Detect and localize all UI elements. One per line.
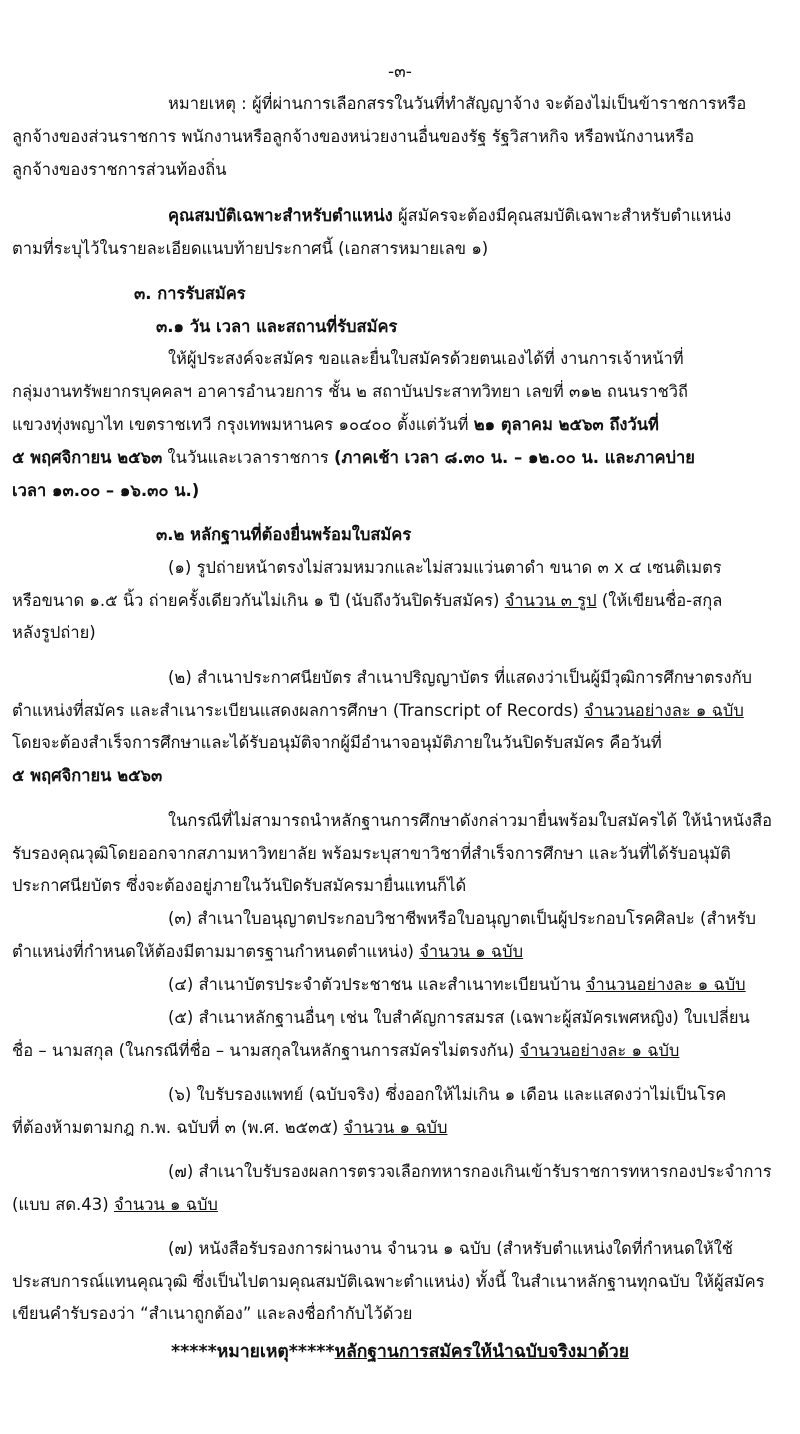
- text-segment: ชื่อ – นามสกุล (ในกรณีที่ชื่อ – นามสกุลในหลักฐานการสมัครไม่ตรงกัน): [12, 1041, 520, 1060]
- text-line: [12, 936, 788, 968]
- footer-note-prefix: *****หมายเหตุ*****: [170, 1342, 335, 1362]
- text-line: [12, 409, 788, 441]
- text-line: [12, 88, 788, 120]
- text-segment: (ให้เขียนชื่อ-สกุล: [596, 591, 723, 610]
- text-line: [12, 727, 788, 759]
- text-line: [12, 154, 788, 186]
- text-line: [12, 695, 788, 727]
- text-line: [12, 870, 788, 902]
- text-line: [12, 805, 788, 837]
- text-segment: (๕) สำเนาหลักฐานอื่นๆ เช่น ใบสำคัญการสมรส (เฉพาะผู้สมัครเพศหญิง) ใบเปลี่ยน: [168, 1008, 750, 1027]
- text-segment: ลูกจ้างของราชการส่วนท้องถิ่น: [12, 160, 227, 179]
- text-line: [12, 1266, 788, 1298]
- text-line: [12, 442, 788, 474]
- page-number: -๓-: [388, 62, 412, 82]
- text-line: [12, 1002, 788, 1034]
- text-segment: ให้ผู้ประสงค์จะสมัคร ขอและยื่นใบสมัครด้วยตนเองได้ที่ งานการเจ้าหน้าที่: [168, 349, 684, 368]
- footer-note-text: หลักฐานการสมัครให้นำฉบับจริงมาด้วย: [334, 1342, 630, 1362]
- text-segment: กลุ่มงานทรัพยากรบุคคลฯ อาคารอำนวยการ ชั้น ๒ สถาบันประสาทวิทยา เลขที่ ๓๑๒ ถนนราชวิถี: [12, 382, 689, 401]
- text-line: [12, 343, 788, 375]
- footer-note: [0, 1336, 800, 1368]
- text-segment: รับรองคุณวุฒิโดยออกจากสภามหาวิทยาลัย พร้อมระบุสาขาวิชาที่สำเร็จการศึกษา และวันที่ได้รับอนุมัติ: [12, 844, 731, 863]
- text-segment: (๗) สำเนาใบรับรองผลการตรวจเลือกทหารกองเกินเข้ารับราชการทหารกองประจำการ: [168, 1162, 772, 1181]
- text-line: [12, 760, 788, 792]
- text-segment: จำนวนอย่างละ ๑ ฉบับ: [519, 1041, 680, 1060]
- text-line: [12, 585, 788, 617]
- text-segment: โดยจะต้องสำเร็จการศึกษาและได้รับอนุมัติจากผู้มีอำนาจอนุมัติภายในวันปิดรับสมัคร คือวันที่: [12, 733, 662, 752]
- text-segment: (๗) หนังสือรับรองการผ่านงาน จำนวน ๑ ฉบับ (สำหรับตำแหน่งใดที่กำหนดให้ใช้: [168, 1239, 733, 1258]
- text-segment: หมายเหตุ : ผู้ที่ผ่านการเลือกสรรในวันที่ทำสัญญาจ้าง จะต้องไม่เป็นข้าราชการหรือ: [168, 94, 747, 113]
- text-segment: ประสบการณ์แทนคุณวุฒิ ซึ่งเป็นไปตามคุณสมบัติเฉพาะตำแหน่ง) ทั้งนี้ ในสำเนาหลักฐานทุกฉบับ ให้ผู้สมัคร: [12, 1272, 765, 1291]
- text-line: [12, 617, 788, 649]
- text-segment: ๓.๑ วัน เวลา และสถานที่รับสมัคร: [156, 317, 398, 336]
- text-segment: ๓. การรับสมัคร: [134, 284, 246, 303]
- text-segment: จำนวน ๑ ฉบับ: [419, 942, 524, 961]
- text-line: [12, 200, 788, 232]
- text-segment: แขวงทุ่งพญาไท เขตราชเทวี กรุงเทพมหานคร ๑๐๔๐๐ ตั้งแต่วันที่: [12, 415, 474, 434]
- text-line: [12, 376, 788, 408]
- text-segment: จำนวน ๑ ฉบับ: [113, 1195, 218, 1214]
- text-line: [12, 1298, 788, 1330]
- text-segment: (แบบ สด.43): [12, 1195, 114, 1214]
- text-line: [12, 233, 788, 265]
- text-line: [12, 903, 788, 935]
- text-segment: ในวันและเวลาราชการ: [162, 448, 335, 467]
- text-segment: (๓) สำเนาใบอนุญาตประกอบวิชาชีพหรือใบอนุญาตเป็นผู้ประกอบโรคศิลปะ (สำหรับ: [168, 909, 757, 928]
- text-line: [12, 475, 788, 507]
- text-segment: คุณสมบัติเฉพาะสำหรับตำแหน่ง: [168, 206, 393, 225]
- text-segment: ๓.๒ หลักฐานที่ต้องยื่นพร้อมใบสมัคร: [156, 525, 412, 544]
- text-line: [12, 552, 788, 584]
- text-segment: จำนวนอย่างละ ๑ ฉบับ: [584, 701, 744, 720]
- text-line: [12, 1079, 788, 1111]
- text-segment: ลูกจ้างของส่วนราชการ พนักงานหรือลูกจ้างของหน่วยงานอื่นของรัฐ รัฐวิสาหกิจ หรือพนักงานหรือ: [12, 127, 695, 146]
- text-segment: จำนวน ๓ รูป: [504, 591, 597, 610]
- text-segment: เขียนคำรับรองว่า “สำเนาถูกต้อง” และลงชื่อกำกับไว้ด้วย: [12, 1304, 413, 1323]
- text-segment: เวลา ๑๓.๐๐ – ๑๖.๓๐ น.): [12, 481, 200, 500]
- text-segment: ตำแหน่งที่กำหนดให้ต้องมีตามมาตรฐานกำหนดตำแหน่ง): [12, 942, 420, 961]
- text-segment: ตำแหน่งที่สมัคร และสำเนาระเบียนแสดงผลการศึกษา (Transcript of Records): [12, 701, 585, 720]
- text-segment: ผู้สมัครจะต้องมีคุณสมบัติเฉพาะสำหรับตำแหน่ง: [392, 206, 732, 225]
- text-segment: (๔) สำเนาบัตรประจำตัวประชาชน และสำเนาทะเบียนบ้าน: [168, 975, 586, 994]
- text-segment: ๒๑ ตุลาคม ๒๕๖๓ ถึงวันที่: [473, 415, 659, 434]
- text-segment: ในกรณีที่ไม่สามารถนำหลักฐานการศึกษาดังกล่าวมายื่นพร้อมใบสมัครได้ ให้นำหนังสือ: [168, 811, 773, 830]
- text-segment: (๒) สำเนาประกาศนียบัตร สำเนาปริญญาบัตร ที่แสดงว่าเป็นผู้มีวุฒิการศึกษาตรงกับ: [168, 668, 753, 687]
- text-line: [12, 1189, 788, 1221]
- text-segment: (๑) รูปถ่ายหน้าตรงไม่สวมหมวกและไม่สวมแว่นตาดำ ขนาด ๓ x ๔ เซนติเมตร: [168, 558, 722, 577]
- text-line: [12, 1035, 788, 1067]
- text-line: [12, 1233, 788, 1265]
- text-line: [12, 278, 788, 310]
- text-segment: ที่ต้องห้ามตามกฎ ก.พ. ฉบับที่ ๓ (พ.ศ. ๒๕๓๕): [12, 1118, 344, 1137]
- text-line: [12, 662, 788, 694]
- text-segment: ๕ พฤศจิกายน ๒๕๖๓: [12, 766, 163, 785]
- text-line: [12, 519, 788, 551]
- text-segment: ตามที่ระบุไว้ในรายละเอียดแนบท้ายประกาศนี้ (เอกสารหมายเลข ๑): [12, 239, 489, 258]
- text-segment: หลังรูปถ่าย): [12, 623, 96, 642]
- text-line: [12, 969, 788, 1001]
- text-line: [12, 838, 788, 870]
- text-line: [12, 311, 788, 343]
- text-line: [12, 1112, 788, 1144]
- text-segment: จำนวน ๑ ฉบับ: [343, 1118, 448, 1137]
- text-segment: ประกาศนียบัตร ซึ่งจะต้องอยู่ภายในวันปิดรับสมัครมายื่นแทนก็ได้: [12, 876, 467, 895]
- text-segment: จำนวนอย่างละ ๑ ฉบับ: [585, 975, 746, 994]
- text-segment: ๕ พฤศจิกายน ๒๕๖๓: [12, 448, 163, 467]
- text-segment: (ภาคเช้า เวลา ๘.๓๐ น. – ๑๒.๐๐ น. และภาคบ่าย: [334, 448, 695, 467]
- text-segment: หรือขนาด ๑.๕ นิ้ว ถ่ายครั้งเดียวกันไม่เกิน ๑ ปี (นับถึงวันปิดรับสมัคร): [12, 591, 505, 610]
- text-line: [12, 121, 788, 153]
- text-line: [12, 1156, 788, 1188]
- text-segment: (๖) ใบรับรองแพทย์ (ฉบับจริง) ซึ่งออกให้ไม่เกิน ๑ เดือน และแสดงว่าไม่เป็นโรค: [168, 1085, 727, 1104]
